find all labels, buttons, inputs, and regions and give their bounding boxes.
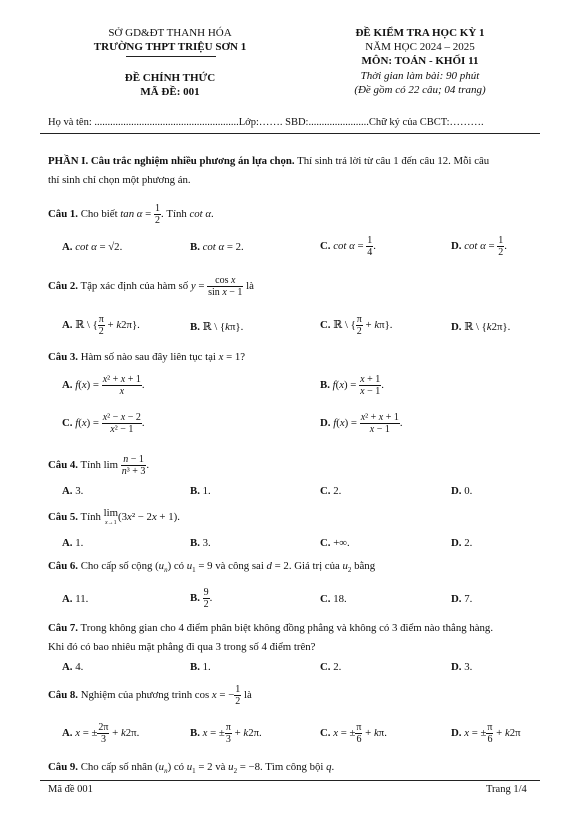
- q5-option-b: B. 3.: [190, 537, 211, 549]
- q1-option-b: B. cot α = 2.: [190, 241, 244, 253]
- q4-option-c: C. 2.: [320, 485, 342, 497]
- q8-option-d: D. x = ± $\frac{\pi}{6}$ + k2π: [451, 722, 521, 745]
- divider: [40, 133, 540, 134]
- q5-option-c: C. +∞.: [320, 537, 350, 549]
- q6-label: Câu 6.: [48, 560, 78, 572]
- q2-option-d: D. ℝ \ {k2π}.: [451, 321, 511, 333]
- section-intro: [48, 152, 548, 190]
- q6-option-c: C. 18.: [320, 593, 347, 605]
- question-1: Câu 1. Cho biết tan α = $\frac{1}{2}$ . Tính cot α.: [48, 203, 214, 226]
- q1-option-a: A. cot α = √2.: [62, 241, 123, 253]
- q7-option-d: D. 3.: [451, 661, 473, 673]
- q2-option-c: C. ℝ \ { $\frac{\pi}{2}$ + kπ}.: [320, 314, 393, 337]
- question-4: Câu 4. Tính lim $\frac{n - 1}{\text{n³ + 3}}$ .: [48, 454, 150, 477]
- exam-code: MÃ ĐỀ: 001: [140, 86, 200, 98]
- time-limit: Thời gian làm bài: 90 phút: [360, 70, 480, 82]
- q7-text-2: Khi đó có bao nhiêu mặt phẳng đi qua 3 trong số 4 điểm trên?: [48, 641, 316, 653]
- q2-label: Câu 2.: [48, 279, 78, 292]
- question-5: Câu 5. Tính lim x→1(3x² − 2x + 1).: [48, 506, 180, 526]
- q4-option-b: B. 1.: [190, 485, 211, 497]
- header-underline-left: [126, 56, 216, 57]
- q5-option-a: A. 1.: [62, 537, 84, 549]
- q1-label: Câu 1.: [48, 207, 78, 220]
- question-9: Câu 9. Cho cấp số nhân $(u_n)$ có $u_1 = 2$ và $u_2 = -8$. Tìm công bội q.: [48, 761, 335, 776]
- section-title: PHẦN I. Câu trắc nghiệm nhiều phương án lựa chọn.: [48, 155, 295, 167]
- q6-option-b: B. $\frac{9}{2}$ .: [190, 587, 213, 610]
- footer-exam-code: Mã đề 001: [48, 784, 93, 795]
- exam-title: ĐỀ KIỂM TRA HỌC KỲ 1: [355, 27, 485, 39]
- q3-option-c: C. f(x) = $\frac{\text{x² − x − 2}}{\text{x² − 1}}$ .: [62, 412, 145, 435]
- q3-label: Câu 3.: [48, 351, 78, 363]
- school-name: TRƯỜNG THPT TRIỆU SƠN 1: [93, 41, 247, 53]
- q7-option-a: A. 4.: [62, 661, 84, 673]
- section-text-2: thí sinh chỉ chọn một phương án.: [48, 174, 191, 186]
- q3-option-b: B. f(x) = $\frac{x + 1}{x - 1}$ .: [320, 374, 384, 397]
- q2-option-a: A. ℝ \ { $\frac{\pi}{2}$ + k2π}.: [62, 314, 140, 337]
- official-label: ĐỀ CHÍNH THỨC: [124, 72, 216, 84]
- school-year: NĂM HỌC 2024 – 2025: [365, 41, 475, 53]
- subject: MÔN: TOÁN - KHỐI 11: [361, 55, 479, 67]
- q7-option-b: B. 1.: [190, 661, 211, 673]
- dept-name: SỞ GD&ĐT THANH HÓA: [108, 27, 232, 39]
- question-2: Câu 2. Tập xác định của hàm số y = $\frac{\text{cos x}}{\text{sin x − 1}}$ là: [48, 275, 254, 298]
- q8-option-c: C. x = ± $\frac{\pi}{6}$ + kπ.: [320, 722, 387, 745]
- q4-option-d: D. 0.: [451, 485, 473, 497]
- student-info-line: Họ và tên: .......................................................Lớp:……. SBD:.......................Chữ ký của CBCT:……….: [48, 117, 484, 128]
- q8-label: Câu 8.: [48, 688, 78, 701]
- q8-option-b: B. x = ± $\frac{\pi}{3}$ + k2π.: [190, 722, 262, 745]
- q6-option-d: D. 7.: [451, 593, 473, 605]
- question-6: Câu 6. Cho cấp số cộng $(u_n)$ có $u_1 = 9$ và công sai d = 2. Giá trị của $u_2$ bằng: [48, 560, 376, 575]
- question-3: Câu 3. Hàm số nào sau đây liên tục tại x = 1?: [48, 351, 246, 363]
- section-text-1: Thí sinh trả lời từ câu 1 đến câu 12. Mỗi câu: [294, 155, 490, 167]
- q3-option-a: A. f(x) = $\frac{\text{x² + x + 1}}{x}$ .: [62, 374, 145, 397]
- footer-divider: [40, 780, 540, 781]
- page-count: (Đề gồm có 22 câu; 04 trang): [354, 84, 486, 96]
- q7-label: Câu 7.: [48, 622, 78, 634]
- q5-label: Câu 5.: [48, 511, 78, 523]
- q4-label: Câu 4.: [48, 458, 78, 471]
- q7-option-c: C. 2.: [320, 661, 342, 673]
- q3-option-d: D. f(x) = $\frac{\text{x² + x + 1}}{x - 1}$ .: [320, 412, 403, 435]
- q9-label: Câu 9.: [48, 761, 78, 773]
- q6-option-a: A. 11.: [62, 593, 89, 605]
- footer-page-number: Trang 1/4: [486, 784, 527, 795]
- q1-option-d: D. cot α = $\frac{1}{2}$ .: [451, 235, 507, 258]
- q5-option-d: D. 2.: [451, 537, 473, 549]
- q2-option-b: B. ℝ \ {kπ}.: [190, 321, 244, 333]
- q4-option-a: A. 3.: [62, 485, 84, 497]
- q8-option-a: A. x = ± $\frac{2\pi}{3}$ + k2π.: [62, 722, 140, 745]
- q1-option-c: C. cot α = $\frac{1}{4}$ .: [320, 235, 376, 258]
- question-7: Câu 7. Trong không gian cho 4 điểm phân biệt không đồng phẳng và không có 3 điểm nào thẳng hàng. Khi đó có bao nhiêu mặt phẳng đi qua 3 trong số 4 điểm trên?: [48, 622, 494, 653]
- question-8: Câu 8. Nghiệm của phương trình cos x = − $\frac{1}{2}$ là: [48, 684, 252, 707]
